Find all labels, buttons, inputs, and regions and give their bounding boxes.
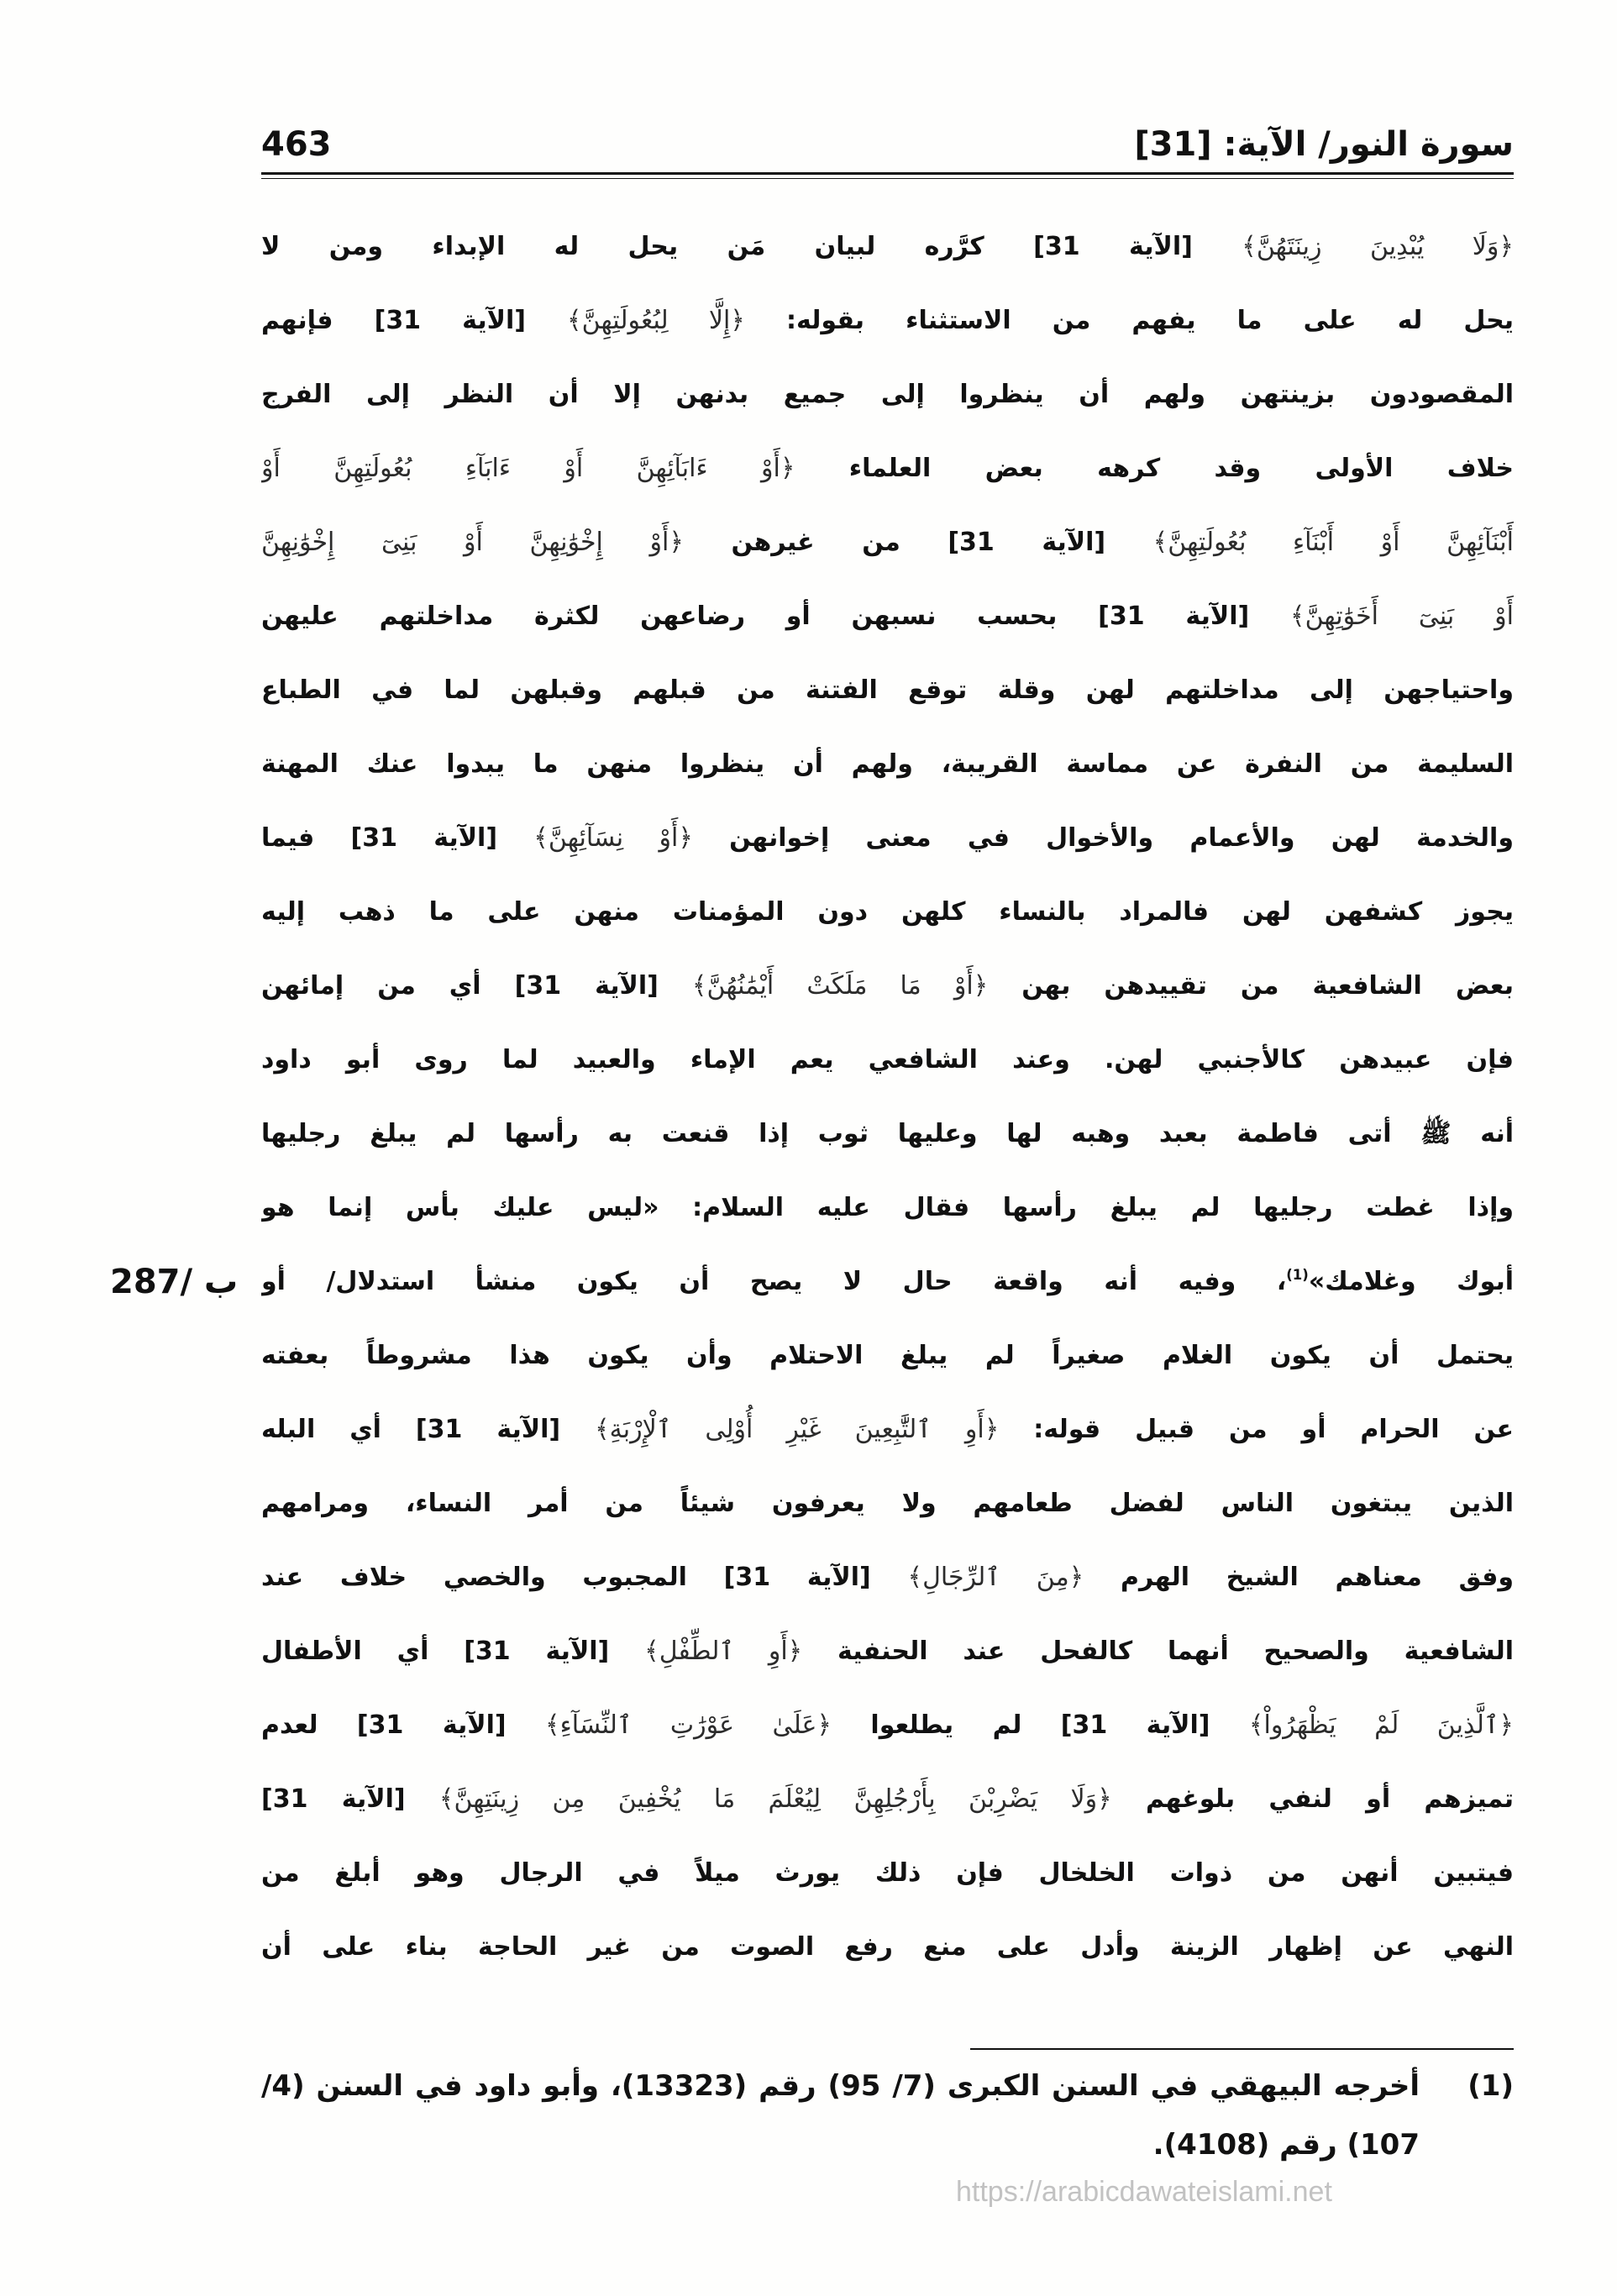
quran-verse: ﴿ٱلَّذِينَ لَمْ يَظْهَرُواْ﴾ bbox=[1248, 1710, 1514, 1740]
text-line bbox=[261, 580, 1514, 654]
text-segment: فإن عبيدهن كالأجنبي لهن. وعند الشافعي يعم الإماء والعبيد لما روى أبو داود bbox=[261, 1045, 1514, 1074]
quran-verse: ﴿أَوِ ٱلتَّٰبِعِينَ غَيْرِ أُوْلِى ٱلْإِرْبَةِ﴾ bbox=[595, 1415, 1000, 1444]
text-segment: وفق معناهم الشيخ الهرم bbox=[1084, 1563, 1514, 1592]
text-segment: بعض الشافعية من تقييدهن بهن bbox=[988, 971, 1514, 1001]
quran-verse: ﴿وَلَا يَضْرِبْنَ بِأَرْجُلِهِنَّ لِيُعْلَمَ مَا يُخْفِينَ مِن زِينَتِهِنَّ﴾ bbox=[438, 1784, 1112, 1814]
text-segment: واحتياجهن إلى مداخلتهم لهن وقلة توقع الفتنة من قبلهم وقبلهن لما في الطباع bbox=[261, 675, 1514, 705]
text-segment: [الآية 31] كرَّره لبيان مَن يحل له الإبداء ومن لا bbox=[261, 232, 1242, 261]
quran-verse: ﴿أَوْ مَا مَلَكَتْ أَيْمَٰنُهُنَّ﴾ bbox=[691, 971, 989, 1001]
text-segment: [الآية 31] من غيرهن bbox=[683, 528, 1153, 557]
footnote bbox=[261, 2057, 1514, 2174]
text-line bbox=[261, 875, 1514, 949]
header-rule-thin bbox=[261, 178, 1514, 179]
text-segment: [الآية 31] فإنهم bbox=[261, 306, 568, 335]
quran-verse: ﴿أَوْ ءَابَآئِهِنَّ أَوْ ءَابَآءِ بُعُولَتِهِنَّ أَوْ bbox=[261, 454, 795, 483]
text-line bbox=[261, 432, 1514, 506]
footnote-marker: (1) bbox=[1467, 2069, 1514, 2103]
margin-folio-note: 287/ ب bbox=[110, 1263, 239, 1301]
quran-verse: ﴿أَوْ إِخْوَٰنِهِنَّ أَوْ بَنِىٓ إِخْوَٰنِهِنَّ bbox=[261, 528, 684, 557]
text-line bbox=[261, 801, 1514, 875]
footnote-line: 107) رقم (4108). bbox=[1152, 2128, 1420, 2162]
text-line bbox=[261, 1541, 1514, 1615]
text-segment: [الآية 31] أي من إمائهن bbox=[261, 971, 692, 1001]
text-segment: الذين يبتغون الناس لفضل طعامهم ولا يعرفون شيئاً من أمر النساء، ومرامهم bbox=[261, 1489, 1514, 1518]
quran-verse: ﴿عَلَىٰ عَوْرَٰتِ ٱلنِّسَآءِ﴾ bbox=[545, 1710, 832, 1740]
text-line bbox=[261, 1171, 1514, 1245]
quran-verse: أَبْنَآئِهِنَّ أَوْ أَبْنَآءِ بُعُولَتِهِنَّ﴾ bbox=[1152, 528, 1514, 557]
text-segment: وإذا غطت رجليها لم يبلغ رأسها فقال عليه السلام: «ليس عليك بأس إنما هو bbox=[261, 1193, 1514, 1222]
text-segment: عن الحرام أو من قبيل قوله: bbox=[999, 1415, 1514, 1444]
quran-verse: ﴿مِنَ ٱلرِّجَالِ﴾ bbox=[907, 1563, 1084, 1592]
header-rule bbox=[261, 172, 1514, 175]
watermark-url: https://arabicdawateislami.net bbox=[956, 2176, 1332, 2208]
text-segment: [الآية 31] لعدم bbox=[261, 1710, 546, 1740]
text-segment: يحل له على ما يفهم من الاستثناء بقوله: bbox=[744, 306, 1514, 335]
text-segment: [الآية 31] فيما bbox=[261, 823, 534, 853]
text-segment: يجوز كشفهن لهن فالمراد بالنساء كلهن دون المؤمنات منهن على ما ذهب إليه bbox=[261, 897, 1514, 927]
text-line bbox=[261, 1615, 1514, 1689]
text-line bbox=[261, 1097, 1514, 1171]
quran-verse: أَوْ بَنِىٓ أَخَوَٰتِهِنَّ﴾ bbox=[1290, 602, 1514, 631]
footnote-line: أخرجه البيهقي في السنن الكبرى (7/ 95) رقم (13323)، وأبو داود في السنن (4/ bbox=[261, 2069, 1420, 2103]
text-line bbox=[261, 1836, 1514, 1910]
quran-verse: ﴿وَلَا يُبْدِينَ زِينَتَهُنَّ﴾ bbox=[1242, 232, 1514, 261]
text-segment: خلاف الأولى وقد كرهه بعض العلماء bbox=[795, 454, 1514, 483]
text-line bbox=[261, 654, 1514, 728]
text-line bbox=[261, 1319, 1514, 1393]
main-text bbox=[261, 210, 1514, 1984]
text-segment: يحتمل أن يكون الغلام صغيراً لم يبلغ الاحتلام وأن يكون هذا مشروطاً بعفته bbox=[261, 1341, 1514, 1370]
text-line bbox=[261, 1689, 1514, 1763]
text-segment: [الآية 31] bbox=[261, 1784, 439, 1814]
footnote-reference: (1) bbox=[1286, 1266, 1309, 1283]
text-segment: تميزهم أو لنفي بلوغهم bbox=[1111, 1784, 1514, 1814]
text-line bbox=[261, 728, 1514, 801]
text-line bbox=[261, 358, 1514, 432]
page-number: 463 bbox=[261, 125, 332, 164]
text-segment: فيتبين أنهن من ذوات الخلخال فإن ذلك يورث ميلاً في الرجال وهو أبلغ من bbox=[261, 1858, 1514, 1888]
text-line bbox=[261, 1245, 1514, 1319]
text-segment: النهي عن إظهار الزينة وأدل على منع رفع الصوت من غير الحاجة بناء على أن bbox=[261, 1932, 1514, 1962]
text-segment: السليمة من النفرة عن مماسة القريبة، ولهم أن ينظروا منهن ما يبدوا عنك المهنة bbox=[261, 749, 1514, 779]
text-segment: [الآية 31] المجبوب والخصي خلاف عند bbox=[261, 1563, 908, 1592]
text-segment: أبوك وغلامك» bbox=[1308, 1267, 1514, 1296]
text-line bbox=[261, 210, 1514, 284]
text-line bbox=[261, 1467, 1514, 1541]
text-segment: [الآية 31] بحسب نسبهن أو رضاعهن لكثرة مداخلتهم عليهن bbox=[261, 602, 1290, 631]
text-segment: [الآية 31] أي الأطفال bbox=[261, 1637, 645, 1666]
text-segment: الشافعية والصحيح أنهما كالفحل عند الحنفية bbox=[802, 1637, 1514, 1666]
text-line bbox=[261, 506, 1514, 580]
text-segment: [الآية 31] لم يطلعوا bbox=[831, 1710, 1249, 1740]
footnote-separator bbox=[970, 2048, 1514, 2050]
text-line bbox=[261, 1763, 1514, 1836]
text-line bbox=[261, 949, 1514, 1023]
running-header-title: سورة النور/ الآية: [31] bbox=[1134, 125, 1514, 164]
quran-verse: ﴿أَوْ نِسَآئِهِنَّ﴾ bbox=[533, 823, 693, 853]
text-line bbox=[261, 1393, 1514, 1467]
text-segment: [الآية 31] أي البله bbox=[261, 1415, 596, 1444]
text-segment: ، وفيه أنه واقعة حال لا يصح أن يكون منشأ استدلال/ أو bbox=[261, 1267, 1287, 1296]
text-segment: المقصودون بزينتهن ولهم أن ينظروا إلى جميع بدنهن إلا أن النظر إلى الفرج bbox=[261, 380, 1514, 409]
quran-verse: ﴿إِلَّا لِبُعُولَتِهِنَّ﴾ bbox=[567, 306, 745, 335]
quran-verse: ﴿أَوِ ٱلطِّفْلِ﴾ bbox=[644, 1637, 803, 1666]
text-segment: أنه ﷺ أتى فاطمة بعبد وهبه لها وعليها ثوب إذا قنعت به رأسها لم يبلغ رجليها bbox=[261, 1119, 1514, 1148]
text-line bbox=[261, 1910, 1514, 1984]
text-segment: والخدمة لهن والأعمام والأخوال في معنى إخوانهن bbox=[692, 823, 1514, 853]
text-line bbox=[261, 284, 1514, 358]
text-line bbox=[261, 1023, 1514, 1097]
